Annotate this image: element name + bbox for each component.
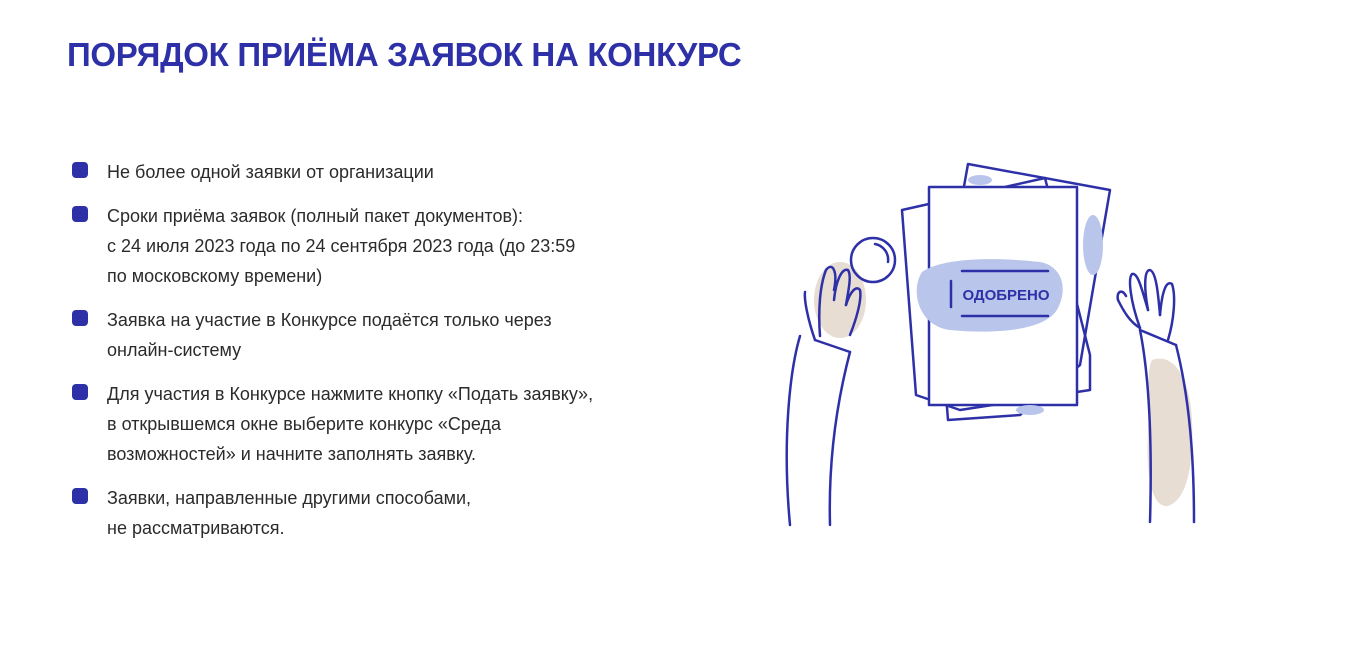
bullet-icon bbox=[72, 310, 88, 326]
list-item-text: не рассматриваются. bbox=[107, 518, 285, 538]
list-item-text: с 24 июля 2023 года по 24 сентября 2023 года (до 23:59 bbox=[107, 236, 576, 256]
list-item bbox=[72, 201, 632, 291]
bullet-icon bbox=[72, 162, 88, 178]
list-item bbox=[72, 305, 632, 365]
left-hand-icon bbox=[787, 238, 895, 525]
list-item bbox=[72, 379, 632, 469]
list-item bbox=[72, 157, 632, 187]
list-item-text: Заявка на участие в Конкурсе подаётся только через bbox=[107, 310, 552, 330]
rules-list bbox=[72, 157, 632, 557]
page-title: ПОРЯДОК ПРИЁМА ЗАЯВОК НА КОНКУРС bbox=[67, 36, 742, 73]
list-item-text: в открывшемся окне выберите конкурс «Среда bbox=[107, 414, 502, 434]
list-item-text: Не более одной заявки от организации bbox=[107, 162, 434, 182]
list-item-text: возможностей» и начните заполнять заявку. bbox=[107, 444, 477, 464]
right-hand-icon bbox=[1118, 270, 1194, 522]
list-item-text: по московскому времени) bbox=[107, 266, 323, 286]
list-item-text: онлайн-систему bbox=[107, 340, 242, 360]
approved-stamp bbox=[917, 259, 1063, 331]
list-item-text: Заявки, направленные другими способами, bbox=[107, 488, 472, 508]
stamp-label: ОДОБРЕНО bbox=[962, 287, 1050, 304]
bullet-icon bbox=[72, 206, 88, 222]
approved-documents-illustration bbox=[770, 150, 1220, 540]
list-item-text: Для участия в Конкурсе нажмите кнопку «Подать заявку», bbox=[107, 384, 594, 404]
list-item bbox=[72, 483, 632, 543]
bullet-icon bbox=[72, 488, 88, 504]
list-item-text: Сроки приёма заявок (полный пакет документов): bbox=[107, 206, 524, 226]
bullet-icon bbox=[72, 384, 88, 400]
